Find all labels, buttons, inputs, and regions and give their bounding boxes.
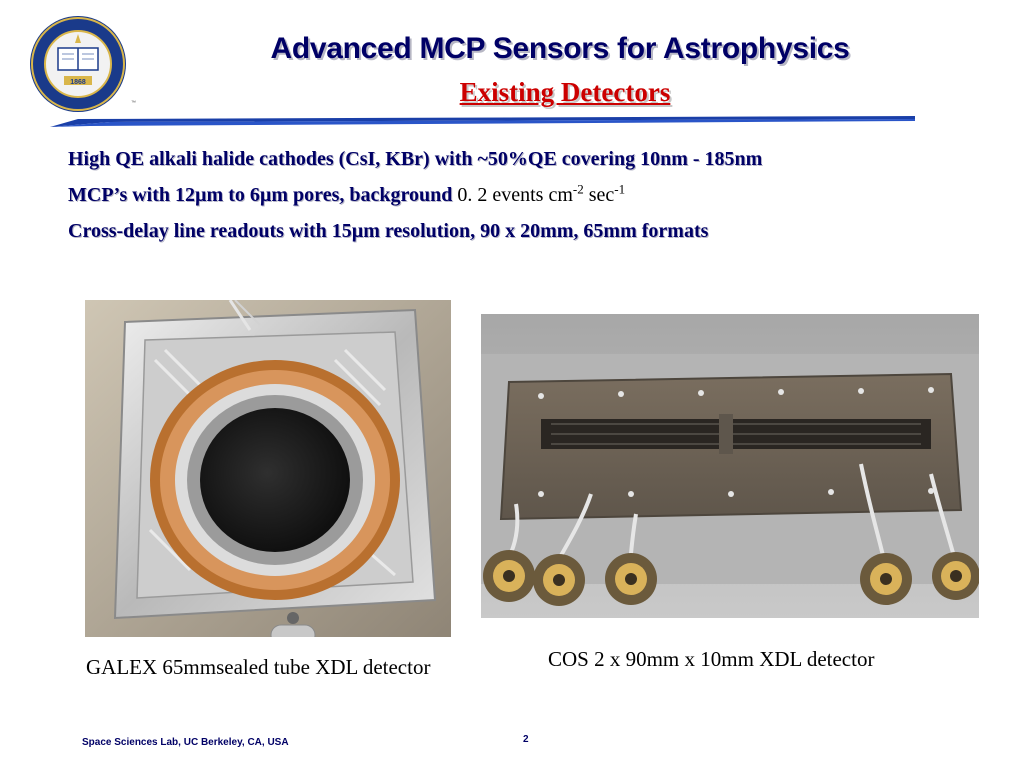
bullet-text: High QE alkali halide cathodes (CsI, KBr) with ~50%QE covering 10nm - 185nm	[68, 148, 763, 170]
cos-detector-photo	[481, 314, 979, 618]
bullet-text: MCP’s with 12µm to 6µm pores, background	[68, 184, 453, 206]
title-underline-rule	[50, 113, 915, 129]
cos-caption: COS 2 x 90mm x 10mm XDL detector	[548, 647, 875, 671]
trademark-mark: ™	[131, 100, 136, 106]
bullet-list	[68, 146, 998, 254]
bullet-text: Cross-delay line readouts with 15µm resolution, 90 x 20mm, 65mm formats	[68, 220, 709, 242]
bullet-line-1	[68, 146, 998, 182]
bullet-tail: 0. 2 events $cm^{-2}$ $\sec^{-1}$	[457, 181, 626, 206]
slide-subtitle: Existing Detectors	[459, 77, 671, 107]
footer-text: Space Sciences Lab, UC Berkeley, CA, USA	[82, 737, 289, 748]
galex-detector-photo	[85, 300, 451, 637]
bullet-line-2	[68, 182, 998, 218]
university-of-california-seal	[28, 14, 128, 114]
page-number: 2	[523, 734, 529, 745]
bullet-line-3	[68, 218, 998, 254]
slide-title: Advanced MCP Sensors for Astrophysics	[270, 32, 850, 65]
galex-caption: GALEX 65mmsealed tube XDL detector	[86, 655, 431, 679]
seal-year: 1868	[70, 79, 86, 86]
